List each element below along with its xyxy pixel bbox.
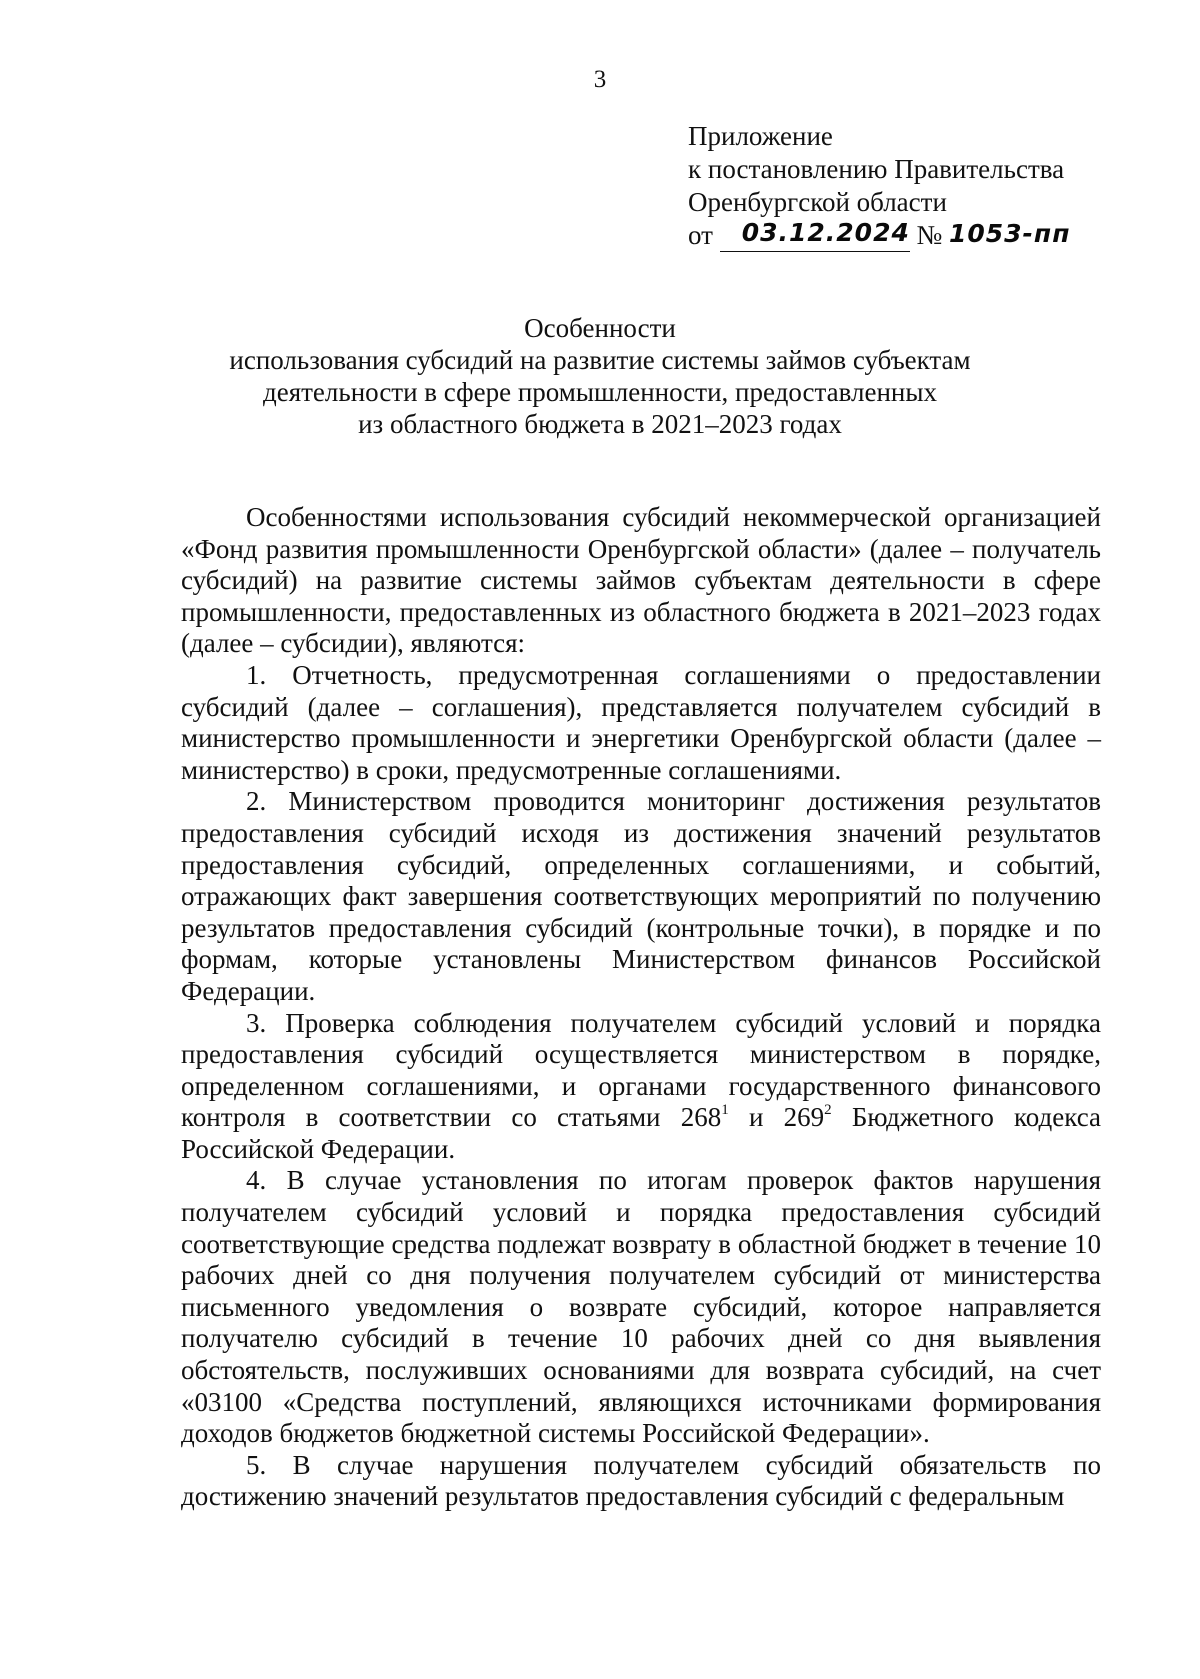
- superscript-1: 1: [721, 1102, 729, 1119]
- handwritten-date: 03.12.2024: [741, 218, 910, 247]
- handwritten-number: 1053-пп: [948, 219, 1071, 248]
- paragraph-3-part-a: 3. Проверка соблюдения получателем субсидий условий и порядка предоставления субсидий осуществляется министерством в порядке, определенном соглашениями, и органами государственного финансового контроля в соответствии со статьями 268: [181, 1007, 1101, 1133]
- paragraph-3: [181, 1008, 1101, 1166]
- paragraph-3-part-c: Бюджетного кодекса Российской Федерации.: [181, 1102, 1101, 1164]
- title-line-4: из областного бюджета в 2021–2023 годах: [358, 409, 842, 439]
- title-line-1: Особенности: [524, 313, 676, 343]
- title-line-2: использования субсидий на развитие системы займов субъектам: [229, 345, 971, 375]
- date-prefix: от: [688, 220, 713, 250]
- paragraph-3-part-b: и 269: [728, 1102, 825, 1133]
- superscript-2: 2: [824, 1102, 832, 1119]
- paragraph-4: 4. В случае установления по итогам проверок фактов нарушения получателем субсидий условий и порядка предоставления субсидий соответствующие средства подлежат возврату в областной бюджет в течение 10 рабочих дней со дня получения получателем субсидий от министерства письменного уведомления о возврате субсидий, которое направляется получателю субсидий в течение 10 рабочих дней со дня выявления обстоятельств, послуживших основаниями для возврата субсидий, на счет «03100 «Средства поступлений, являющихся источниками формирования доходов бюджетов бюджетной системы Российской Федерации».: [181, 1165, 1101, 1449]
- appendix-line-3: Оренбургской области: [688, 187, 947, 217]
- title-line-3: деятельности в сфере промышленности, предоставленных: [262, 377, 938, 407]
- paragraph-2: 2. Министерством проводится мониторинг достижения результатов предоставления субсидий исходя из достижения значений результатов предоставления субсидий, определенных соглашениями, и событий, отражающих факт завершения соответствующих мероприятий по получению результатов предоставления субсидий (контрольные точки), в порядке и по формам, которые установлены Министерством финансов Российской Федерации.: [181, 786, 1101, 1006]
- appendix-line-2: к постановлению Правительства: [688, 154, 1065, 184]
- appendix-line-1: Приложение: [688, 121, 833, 151]
- document-body: [181, 502, 1101, 1513]
- intro-paragraph: Особенностями использования субсидий некоммерческой организацией «Фонд развития промышленности Оренбургской области» (далее – получатель субсидий) на развитие системы займов субъектам деятельности в сфере промышленности, предоставленных из областного бюджета в 2021–2023 годах (далее – субсидии), являются:: [181, 502, 1101, 659]
- paragraph-1: 1. Отчетность, предусмотренная соглашениями о предоставлении субсидий (далее – соглашения), представляется получателем субсидий в министерство промышленности и энергетики Оренбургской области (далее – министерство) в сроки, предусмотренные соглашениями.: [181, 659, 1101, 785]
- paragraph-5: 5. В случае нарушения получателем субсидий обязательств по достижению значений результатов предоставления субсидий с федеральным: [181, 1449, 1101, 1512]
- number-prefix: №: [916, 220, 943, 250]
- date-blank: [720, 218, 910, 252]
- page-number: 3: [593, 66, 607, 93]
- appendix-header: [688, 120, 1071, 257]
- document-title: [0, 312, 1200, 440]
- number-blank: [948, 219, 1071, 252]
- appendix-date-number-row: [688, 218, 1071, 257]
